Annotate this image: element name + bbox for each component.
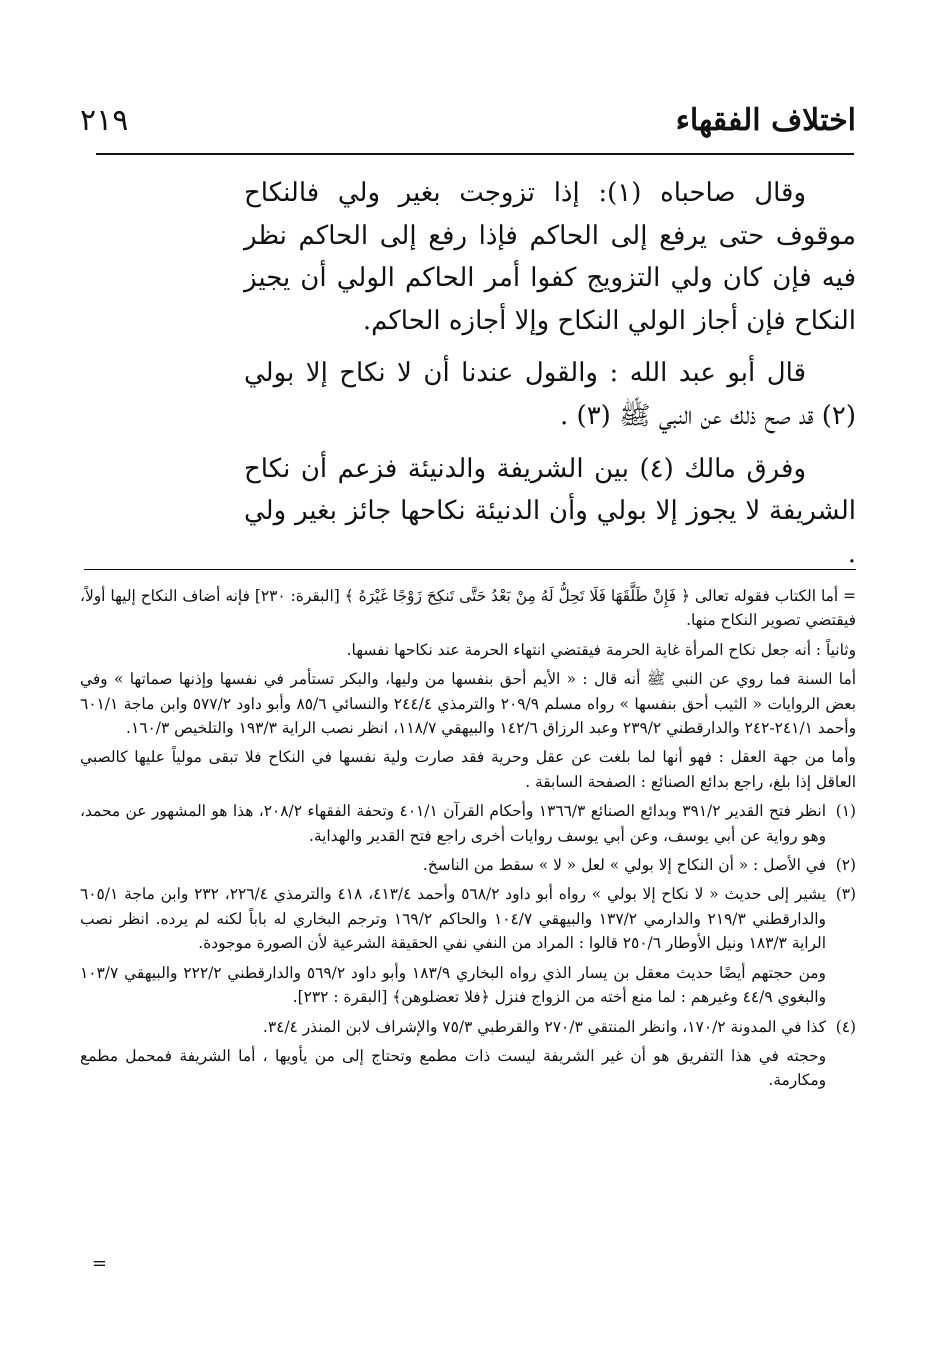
footnote-number: (١) bbox=[835, 802, 856, 821]
footnote-continued: = أما الكتاب فقوله تعالى ﴿ فَإِنْ طَلَّقَهَا فَلَا تَحِلُّ لَهُ مِنْ بَعْدُ حَتَّى تَنكِحَ زَوْجًا غَيْرَهُ ﴾ [البقرة: ٢٣٠] فإنه أضاف النكاح إليها أولاً، فيقتضي تصوير النكاح منها. bbox=[80, 587, 856, 630]
footnote-continued: وثانياً : أنه جعل نكاح المرأة غاية الحرمة فيقتضي انتهاء الحرمة عند نكاحها نفسها. bbox=[346, 640, 856, 659]
footnote-text: انظر فتح القدير ٣٩١/٢ وبدائع الصنائع ١٣٦٦/٣ وأحكام القرآن ٤٠١/١ وتحفة الفقهاء ٢٠٨/٢، هذا هو المشهور عن محمد، وهو رواية عن أبي يوسف، وعن أبي يوسف روايات أخرى راجع فتح القدير والهداية. bbox=[80, 802, 826, 845]
main-paragraph: وفرق مالك (٤) بين الشريفة والدنيئة فزعم أن نكاح الشريفة لا يجوز إلا بولي وأن الدنيئة نكاحها جائز بغير ولي . bbox=[244, 453, 856, 569]
running-title: اختلاف الفقهاء bbox=[675, 103, 856, 138]
main-paragraph: وقال صاحباه (١): إذا تزوجت بغير ولي فالنكاح موقوف حتى يرفع إلى الحاكم فإذا رفع إلى الحاكم نظر فيه فإن كان ولي التزويج كفوا أمر الحاكم الولي أن يجيز النكاح فإن أجاز الولي النكاح وإلا أجازه الحاكم. bbox=[244, 178, 856, 336]
header-rule bbox=[96, 153, 854, 155]
footnote-continuation bbox=[80, 961, 856, 1010]
footnote-number: (٤) bbox=[835, 1017, 856, 1036]
page-number: ٢١٩ bbox=[80, 103, 129, 138]
footnote-number: (٣) bbox=[835, 885, 856, 904]
footnote-text: وحجته في هذا التفريق هو أن غير الشريفة ليست ذات مطمع وتحتاج إلى من يأويها ، أما الشريفة فمحمل مطمع ومكارمة. bbox=[80, 1046, 826, 1090]
footnote-text: يشير إلى حديث « لا نكاح إلا بولي » رواه أبو داود ٥٦٨/٢ وأحمد ٤١٣/٤، ٤١٨ والترمذي ٢٢٦/٤، ٢٣٢ وابن ماجة ٦٠٥/١ والدارقطني ٢١٩/٣ والدارمي ١٣٧/٢ والبيهقي ١٠٤/٧ والحاكم ١٦٩/٢ وترجم البخاري له باباً لكنه لم يرده. انظر نصب الراية ١٨٣/٣ ونيل الأوطار ٢٥٠/٦ قالوا : المراد من النفي نفي الحقيقة الشرعية لأن الصورة موجودة. bbox=[80, 885, 826, 953]
main-text bbox=[244, 172, 856, 575]
footnote bbox=[80, 882, 856, 955]
footnote bbox=[80, 799, 856, 848]
footnote-continued: وأما من جهة العقل : فهو أنها لما بلغت عن عقل وحرية فقد صارت ولية نفسها في النكاح فلا تبقى مولياً عليها كالصبي العاقل إذا بلغ، راجع بدائع الصنائع : الصفحة السابقة . bbox=[80, 748, 856, 791]
footnote-number: (٢) bbox=[835, 856, 856, 875]
footnote-text: في الأصل : « أن النكاح إلا بولي » لعل « لا » سقط من الناسخ. bbox=[422, 856, 826, 875]
footnote bbox=[80, 853, 856, 877]
page-header bbox=[80, 96, 856, 146]
continuation-mark: = bbox=[91, 1253, 107, 1274]
footnote-text: ومن حجتهم أيضًا حديث معقل بن يسار الذي رواه البخاري ١٨٣/٩ وأبو داود ٥٦٩/٢ والدارقطني ٢٢٢/٢ والبيهقي ١٠٣/٧ والبغوي ٤٤/٩ وغيرهم : لما منع أخته من الزواج فنزل ﴿فلا تعضلوهن﴾ [البقرة : ٢٣٢]. bbox=[80, 963, 826, 1007]
main-paragraph: قال أبو عبد الله : والقول عندنا أن لا نكاح إلا بولي (٢) قد صح ذلك عن النبي ﷺ (٣) . bbox=[244, 358, 856, 431]
footnote-separator bbox=[84, 569, 856, 570]
footnotes bbox=[80, 584, 856, 1093]
footnote-continuation bbox=[80, 1044, 856, 1093]
footnote-text: كذا في المدونة ١٧٠/٢، وانظر المنتقي ٢٧٠/٣ والقرطبي ٧٥/٣ والإشراف لابن المنذر ٣٤/٤. bbox=[262, 1017, 826, 1036]
footnote bbox=[80, 1015, 856, 1039]
footnote-continued: أما السنة فما روي عن النبي ﷺ أنه قال : « الأيم أحق بنفسها من وليها، والبكر تستأمر في نفسها وإذنها صماتها » وفي بعض الروايات « الثيب أحق بنفسها » رواه مسلم ٢٠٩/٩ والترمذي ٢٤٤/٤ والنسائي ٨٥/٦ وأبو داود ٥٧٧/٢ وابن ماجة ٦٠١/١ وأحمد ٢٤١/١-٢٤٢ والدارقطني ٢٣٩/٢ وعبد الرزاق ١٤٢/٦ والبيهقي ١١٨/٧، انظر نصب الراية ١٩٣/٣ والتلخيص ١٦٠/٣. bbox=[80, 670, 856, 738]
